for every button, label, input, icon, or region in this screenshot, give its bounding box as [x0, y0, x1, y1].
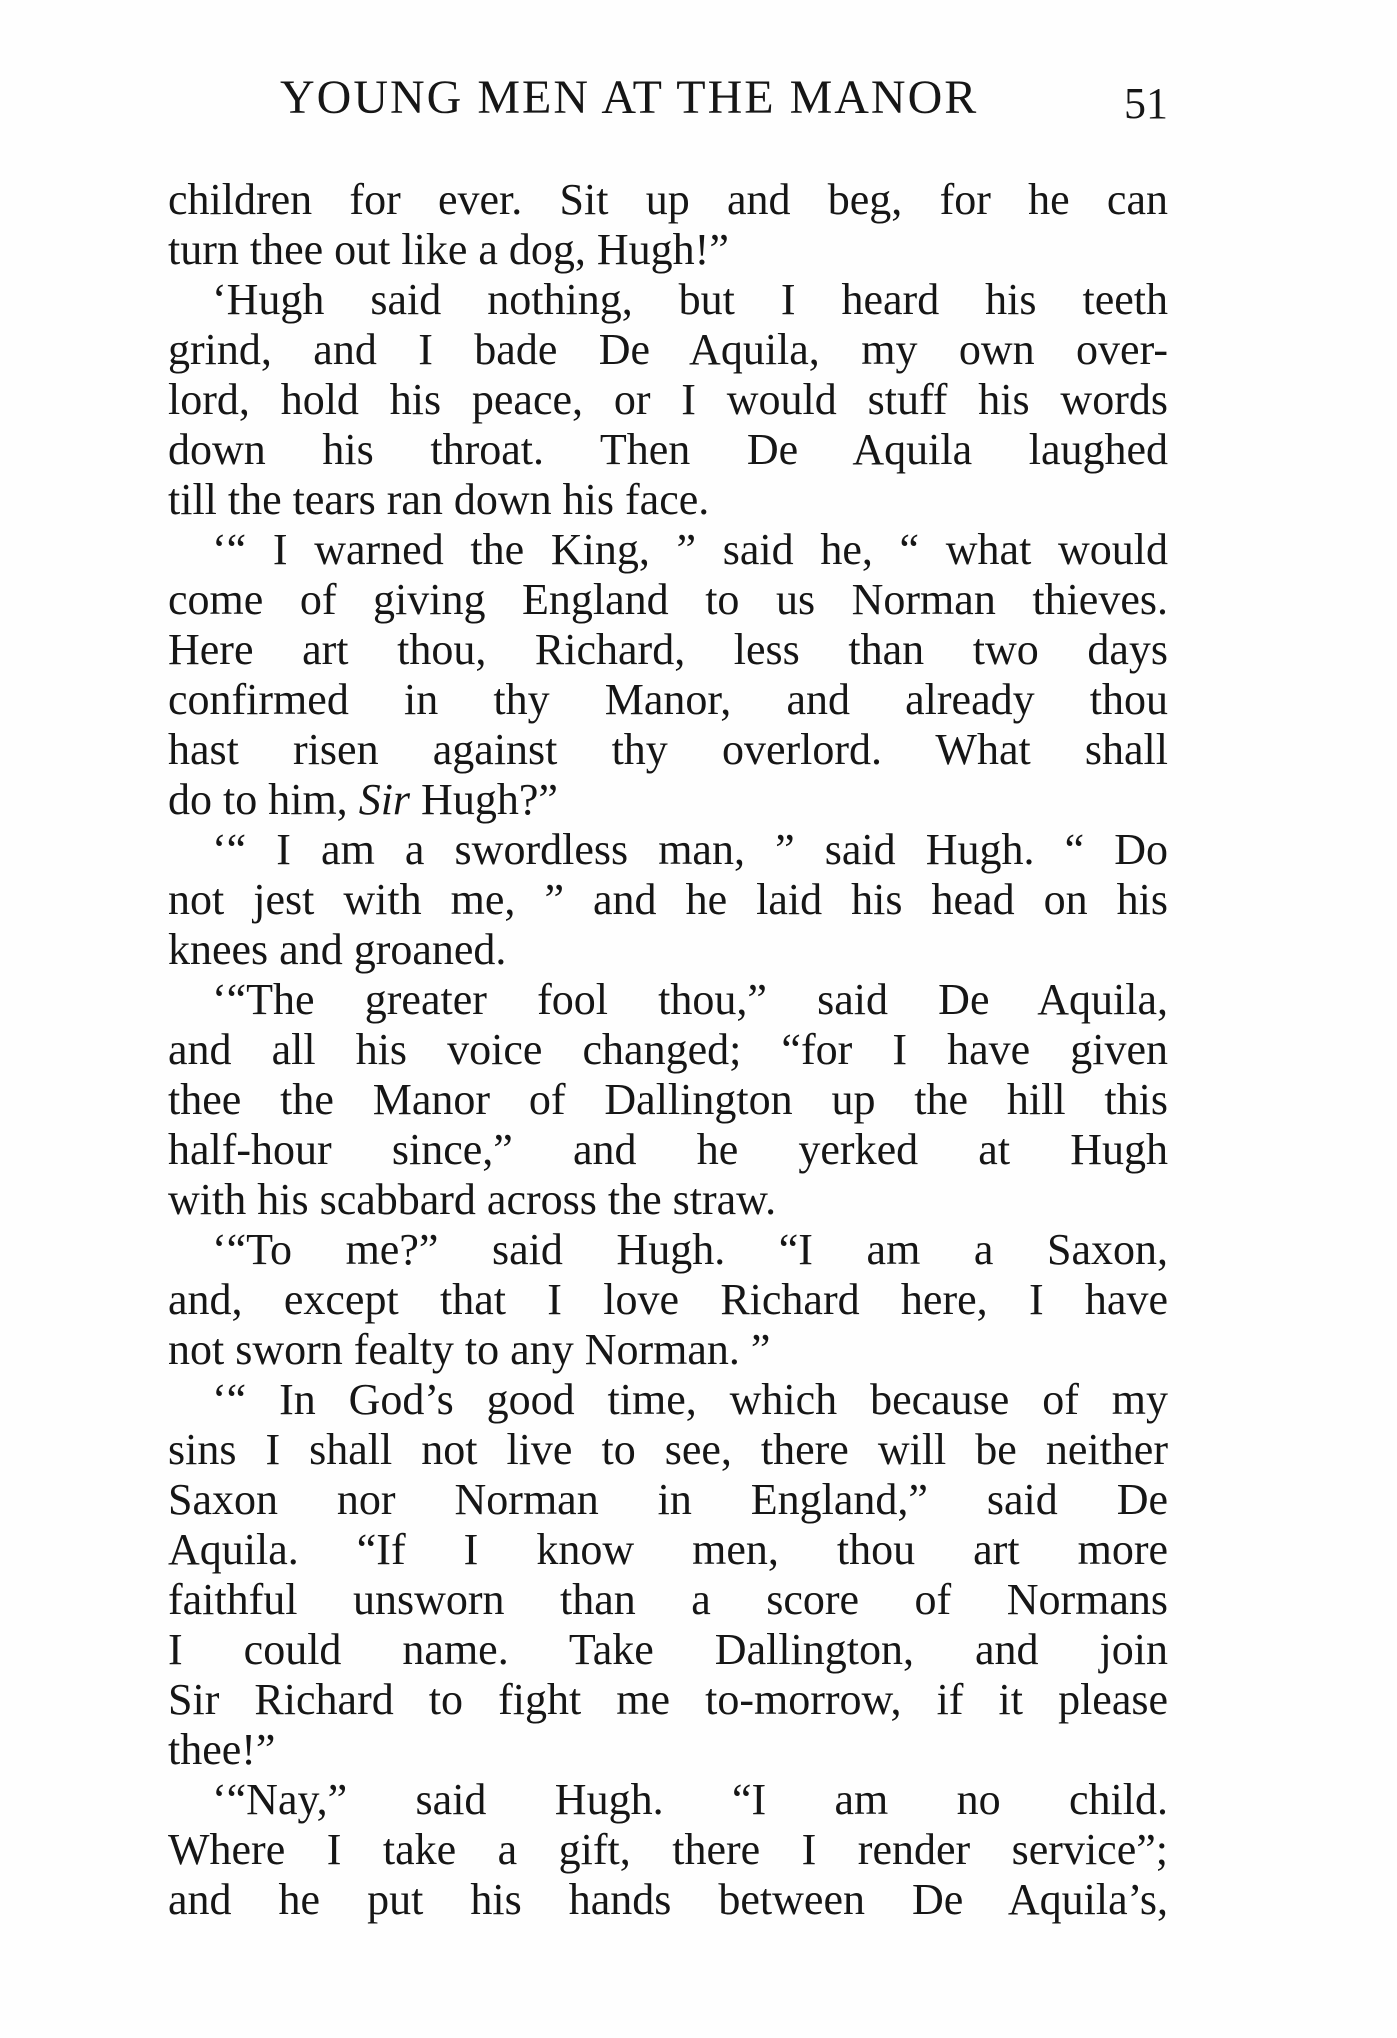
- text-line: turn thee out like a dog, Hugh!”: [168, 225, 729, 274]
- page-number: 51: [1124, 79, 1168, 128]
- text-line: down his throat. Then De Aquila laughed: [168, 425, 1168, 474]
- text-line: ‘“ I warned the King, ” said he, “ what would: [212, 525, 1168, 574]
- body-text: [168, 175, 1168, 1925]
- running-header: [168, 70, 1168, 130]
- text-line: Here art thou, Richard, less than two days: [168, 625, 1168, 674]
- chapter-title: YOUNG MEN AT THE MANOR: [280, 71, 979, 124]
- text-line: ‘“Nay,” said Hugh. “I am no child.: [212, 1775, 1168, 1824]
- text-line: faithful unsworn than a score of Normans: [168, 1575, 1168, 1624]
- text-line: knees and groaned.: [168, 925, 507, 974]
- text-line: come of giving England to us Norman thieves.: [168, 575, 1168, 624]
- text-line: Saxon nor Norman in England,” said De: [168, 1475, 1168, 1524]
- text-line: with his scabbard across the straw.: [168, 1175, 777, 1224]
- text-line: and, except that I love Richard here, I have: [168, 1275, 1168, 1324]
- text-line: I could name. Take Dallington, and join: [168, 1625, 1168, 1674]
- text-line: grind, and I bade De Aquila, my own over-: [168, 325, 1168, 374]
- text-line: ‘“ In God’s good time, which because of my: [212, 1375, 1168, 1424]
- text-line: Where I take a gift, there I render service”;: [168, 1825, 1168, 1874]
- text-line: ‘“To me?” said Hugh. “I am a Saxon,: [212, 1225, 1168, 1274]
- text-line: till the tears ran down his face.: [168, 475, 710, 524]
- text-line: not jest with me, ” and he laid his head on his: [168, 875, 1168, 924]
- text-line: Aquila. “If I know men, thou art more: [168, 1525, 1168, 1574]
- text-line: Sir Richard to fight me to-morrow, if it please: [168, 1675, 1168, 1724]
- text-line: ‘Hugh said nothing, but I heard his teeth: [212, 275, 1168, 324]
- text-line: thee the Manor of Dallington up the hill this: [168, 1075, 1168, 1124]
- text-line: ‘“The greater fool thou,” said De Aquila,: [212, 975, 1168, 1024]
- text-line: confirmed in thy Manor, and already thou: [168, 675, 1168, 724]
- text-line: not sworn fealty to any Norman. ”: [168, 1325, 771, 1374]
- text-line: thee!”: [168, 1725, 276, 1774]
- text-line: lord, hold his peace, or I would stuff his words: [168, 375, 1168, 424]
- italic-text: Sir: [358, 775, 411, 824]
- text-line: sins I shall not live to see, there will be neither: [168, 1425, 1168, 1474]
- text-line: hast risen against thy overlord. What shall: [168, 725, 1168, 774]
- text-line: children for ever. Sit up and beg, for he can: [168, 175, 1168, 224]
- text-line: and he put his hands between De Aquila’s,: [168, 1875, 1168, 1924]
- text-line: and all his voice changed; “for I have given: [168, 1025, 1168, 1074]
- text-line: do to him, Sir Hugh?”: [168, 775, 558, 824]
- text-line: ‘“ I am a swordless man, ” said Hugh. “ Do: [212, 825, 1168, 874]
- text-line: half-hour since,” and he yerked at Hugh: [168, 1125, 1168, 1174]
